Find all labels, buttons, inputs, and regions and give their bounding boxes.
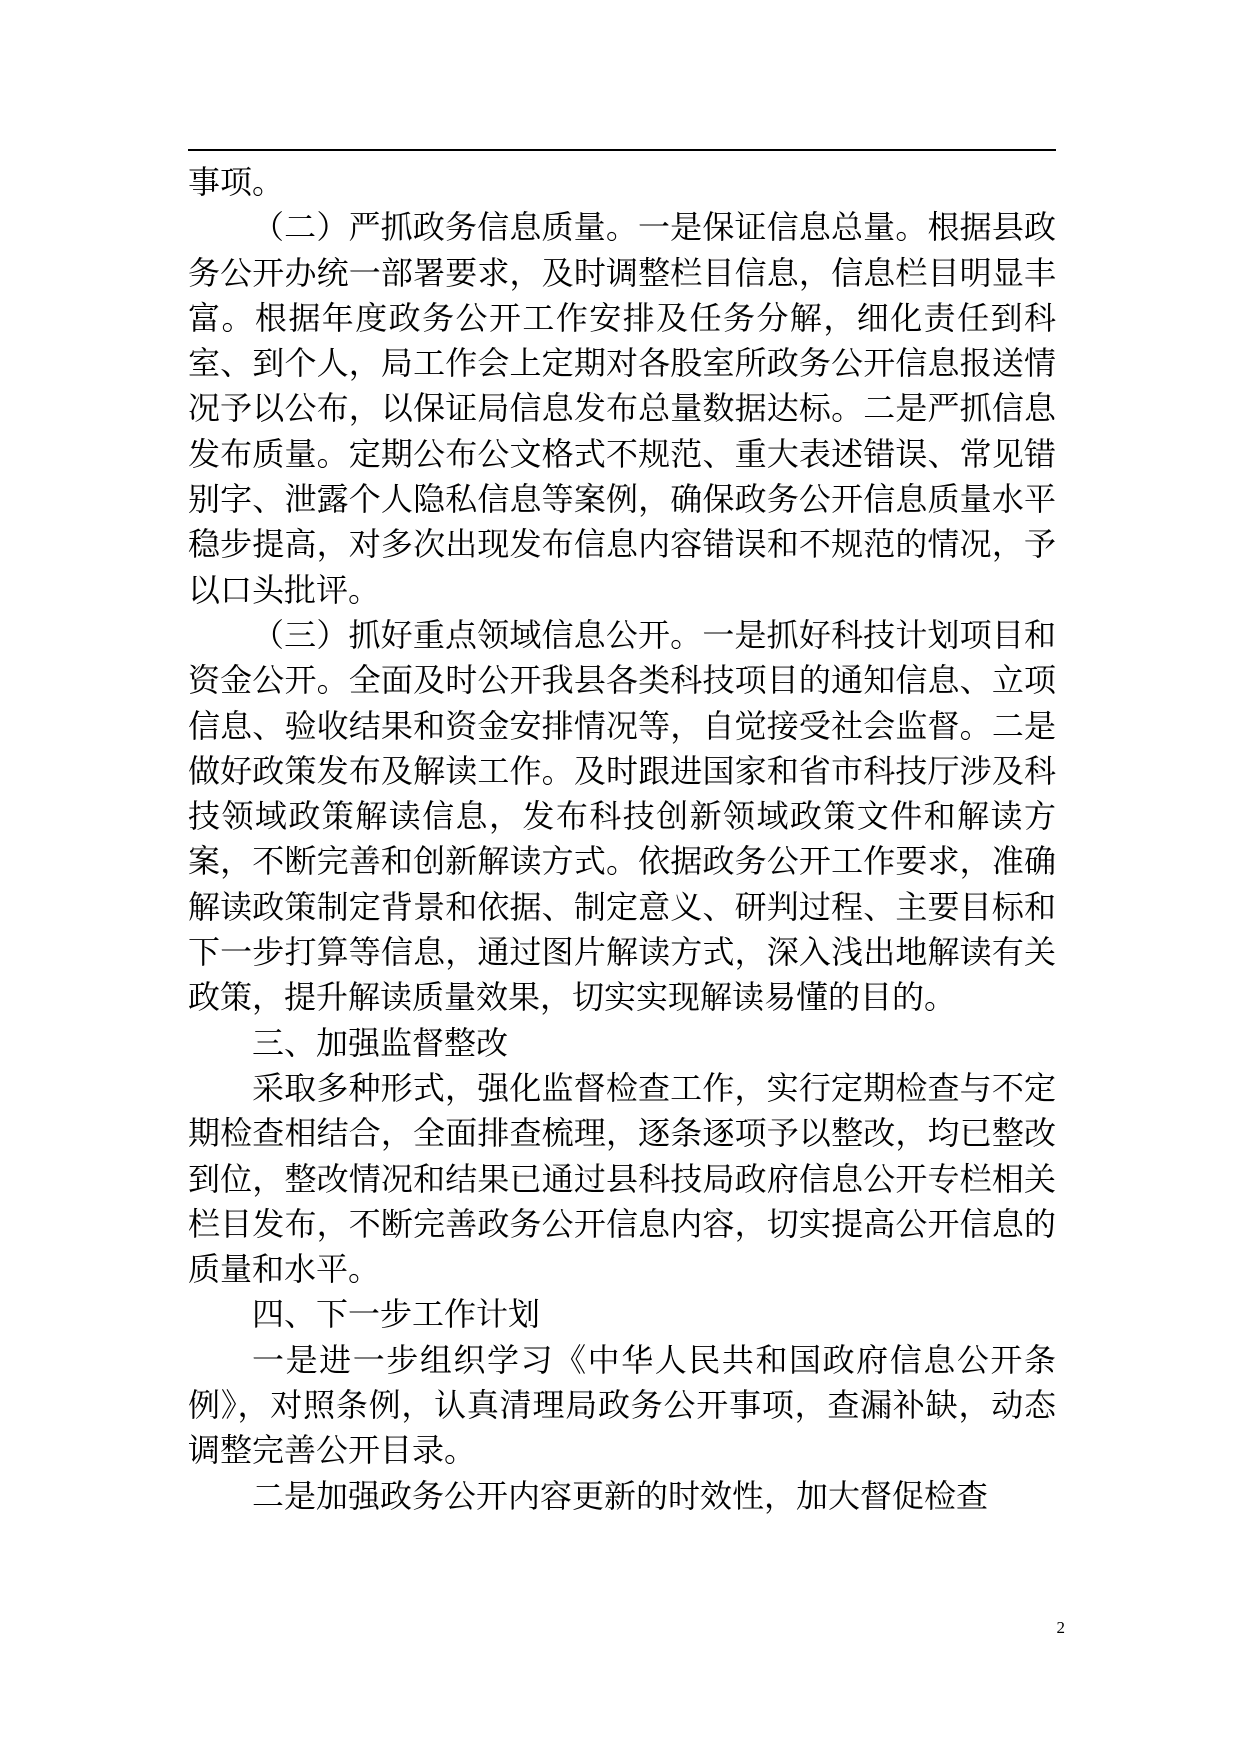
paragraph-supervision: 采取多种形式，强化监督检查工作，实行定期检查与不定期检查相结合，全面排查梳理，逐条逐项予以整改，均已整改到位，整改情况和结果已通过县科技局政府信息公开专栏相关栏目发布，不断完善政务公开信息内容，切实提高公开信息的质量和水平。 [188,1068,1056,1289]
section-heading-next-steps: 四、下一步工作计划 [252,1295,541,1334]
page-number: 2 [1056,1618,1065,1637]
section-heading-supervision: 三、加强监督整改 [252,1023,509,1062]
paragraph-continuation: 事项。 [188,163,285,201]
paragraph-next-step-one: 一是进一步组织学习《中华人民共和国政府信息公开条例》，对照条例，认真清理局政务公开事项，查漏补缺，动态调整完善公开目录。 [188,1340,1056,1470]
header-rule [188,149,1056,151]
paragraph-key-areas: （三）抓好重点领域信息公开。一是抓好科技计划项目和资金公开。全面及时公开我县各类科技项目的通知信息、立项信息、验收结果和资金安排情况等，自觉接受社会监督。二是做好政策发布及解读工作。及时跟进国家和省市科技厅涉及科技领域政策解读信息，发布科技创新领域政策文件和解读方案，不断完善和创新解读方式。依据政务公开工作要求，准确解读政策制定背景和依据、制定意义、研判过程、主要目标和下一步打算等信息，通过图片解读方式，深入浅出地解读有关政策，提升解读质量效果，切实实现解读易懂的目的。 [188,615,1056,1017]
paragraph-next-step-two: 二是加强政务公开内容更新的时效性，加大督促检查 [252,1476,989,1515]
document-body [188,160,1056,1519]
paragraph-info-quality: （二）严抓政务信息质量。一是保证信息总量。根据县政务公开办统一部署要求，及时调整栏目信息，信息栏目明显丰富。根据年度政务公开工作安排及任务分解，细化责任到科室、到个人，局工作会上定期对各股室所政务公开信息报送情况予以公布，以保证局信息发布总量数据达标。二是严抓信息发布质量。定期公布公文格式不规范、重大表述错误、常见错别字、泄露个人隐私信息等案例，确保政务公开信息质量水平稳步提高，对多次出现发布信息内容错误和不规范的情况，予以口头批评。 [188,208,1056,609]
